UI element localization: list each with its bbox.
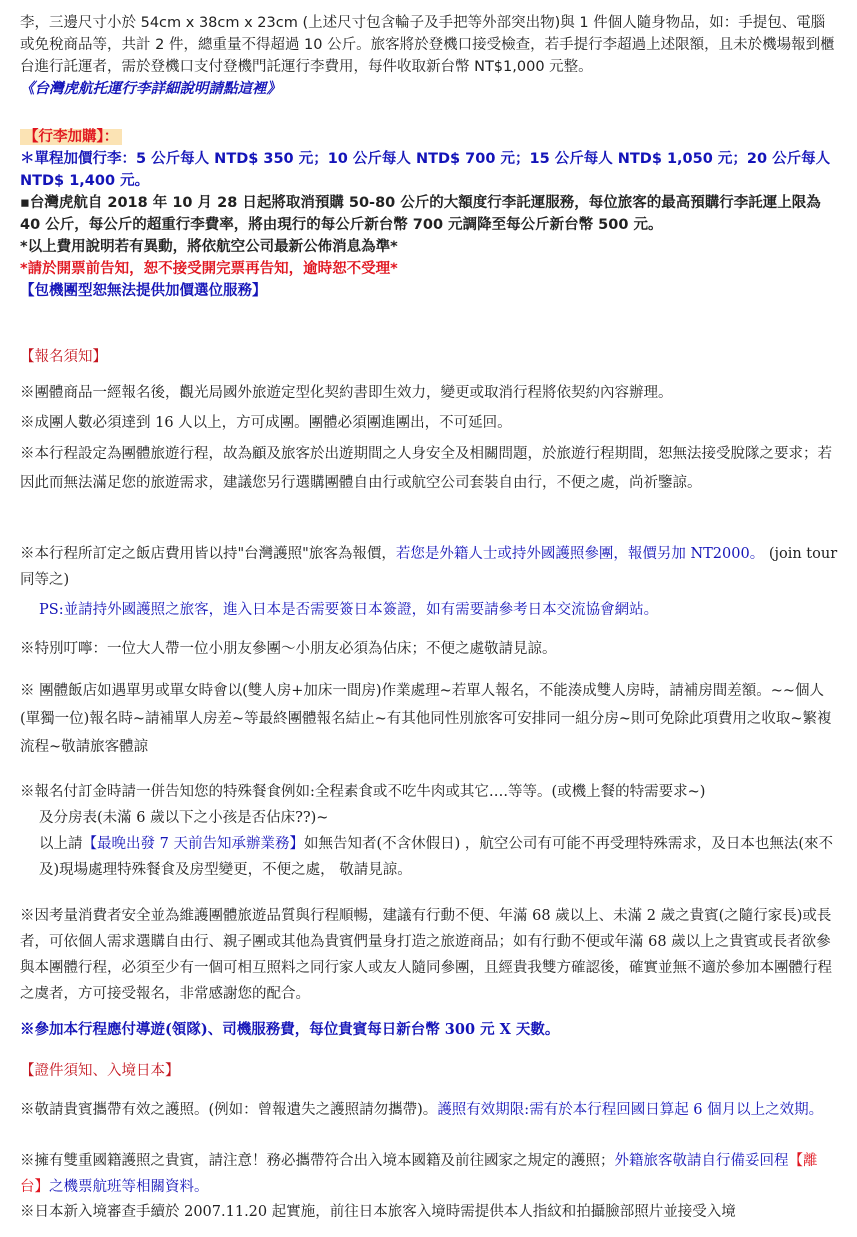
carry-on-luggage-paragraph [20, 12, 838, 100]
passport-price-text: ※本行程所訂定之飯店費用皆以持"台灣護照"旅客為報價， [20, 546, 396, 562]
passport-text: ※敬請貴賓攜帶有效之護照。(例如：曾報遺失之護照請勿攜帶)。 [20, 1102, 438, 1118]
luggage-purchase-section [20, 126, 838, 302]
notify-deadline: 【最晚出發 7 天前告知承辦業務】 [82, 836, 304, 852]
registration-item-contract [20, 380, 838, 406]
join-tour-note: (join tour 同等之) [20, 546, 838, 588]
dual-nationality-text: ※擁有雙重國籍護照之貴賓，請注意！務必攜帶符合出入境本國籍及前往國家之規定的護照； [20, 1153, 615, 1169]
service-fee-text: ※參加本行程應付導遊(領隊)、司機服務費，每位貴賓每日新台幣 300 元 X 天數。 [20, 1021, 560, 1038]
registration-item-text: ※因考量消費者安全並為維護團體旅遊品質與行程順暢，建議有行動不便、年滿 68 歲以上、未滿 2 歲之貴賓(之隨行家長)或長者，可依個人需求選購自由行、親子團或其他為貴賓們量身打造之旅遊商品；如有行動不便或年滿 68 歲以上之貴賓或長者欲參與本團體行程，必須至少有一個可相互照料之同行家人或友人隨同參團，且經貴我雙方確認後，確實並無不適於參加本團體行程之虞者，方可接受報名，非常感謝您的配合。 [20, 908, 832, 1002]
notify-consequence: 如無告知者(不含休假日) ，航空公司有可能不再受理特殊需求，及日本也無法(來不及)現場處理特殊餐食及房型變更，不便之處， 敬請見諒。 [39, 836, 834, 878]
registration-item-foreign-passport [20, 541, 838, 623]
registration-item-service-fee [20, 1017, 838, 1043]
immigration-text: ※日本新入境審查手續於 2007.11.20 起實施，前往日本旅客入境時需提供本人指紋和拍攝臉部照片並接受入境 [20, 1204, 736, 1220]
price-change-note: *以上費用說明若有異動，將依航空公司最新公佈消息為準* [20, 239, 398, 255]
registration-item-child [20, 636, 838, 662]
registration-title-text: 【報名須知】 [20, 349, 107, 365]
documents-item-immigration [20, 1199, 838, 1225]
registration-item-text: ※本行程設定為團體旅遊行程，故為顧及旅客於出遊期間之人身安全及相關問題，於旅遊行程期間，恕無法接受脫隊之要求；若因此而無法滿足您的旅遊需求，建議您另行選購團體自由行或航空公司套裝自由行，不便之處，尚祈鑒諒。 [20, 446, 832, 491]
documents-title [20, 1058, 838, 1084]
ticketing-warning: *請於開票前告知，恕不接受開完票再告知，逾時恕不受理* [20, 261, 398, 277]
registration-item-min-group [20, 410, 838, 436]
registration-item-text: ※特別叮嚀：一位大人帶一位小朋友參團～小朋友必須為佔床；不便之處敬請見諒。 [20, 641, 557, 657]
luggage-policy-notice: ▪台灣虎航自 2018 年 10 月 28 日起將取消預購 50-80 公斤的大額度行李託運服務，每位旅客的最高預購行李託運上限為 40 公斤，每公斤的超重行李費率，將由現行的每公斤新台幣 700 元調降至每公斤新台幣 500 元。 [20, 195, 821, 233]
registration-item-text: ※ 團體飯店如遇單男或單女時會以(雙人房+加床一間房)作業處理~若單人報名，不能湊成雙人房時，請補房間差額。~~個人(單獨一位)報名時~請補單人房差~等最終團體報名結止~有其他同性別旅客可安排同一組分房~則可免除此項費用之收取~繁複流程~敬請旅客體諒 [20, 683, 832, 755]
charter-seat-note: 【包機團型恕無法提供加價選位服務】 [20, 283, 267, 299]
registration-title [20, 344, 838, 370]
depart-taiwan-tag: 【離台】 [20, 1153, 818, 1195]
room-list-text: 及分房表(未滿 6 歲以下之小孩是否佔床??)~ [39, 810, 329, 826]
passport-validity: 護照有效期限:需有於本行程回國日算起 6 個月以上之效期。 [437, 1102, 824, 1118]
documents-item-passport [20, 1097, 838, 1123]
tigerair-luggage-link[interactable]: 《台灣虎航托運行李詳細說明請點這裡》 [20, 81, 281, 97]
special-meal-text: ※報名付訂金時請一併告知您的特殊餐食例如:全程素食或不吃牛肉或其它….等等。(或機上餐的特需要求~) [20, 784, 706, 800]
registration-item-elderly [20, 903, 838, 1007]
luggage-price-list: ＊單程加價行李：5 公斤每人 NTD$ 350 元；10 公斤每人 NTD$ 700 元；15 公斤每人 NTD$ 1,050 元；20 公斤每人 NTD$ 1,400 元。 [20, 151, 831, 189]
documents-item-dual-nationality [20, 1148, 838, 1200]
foreign-passport-surcharge: 若您是外籍人士或持外國護照參團，報價另加 NT2000。 [395, 546, 765, 562]
flight-info-text: 之機票航班等相關資料。 [49, 1179, 209, 1195]
registration-item-text: ※團體商品一經報名後，觀光局國外旅遊定型化契約書即生效力，變更或取消行程將依契約內容辦理。 [20, 385, 673, 401]
luggage-purchase-title: 【行李加購】： [20, 129, 122, 145]
foreign-return-text: 外籍旅客敬請自行備妥回程 [614, 1153, 789, 1169]
carry-on-rules-text: 李，三邊尺寸小於 54cm x 38cm x 23cm (上述尺寸包含輪子及手把等外部突出物)與 1 件個人隨身物品，如：手提包、電腦或免稅商品等，共計 2 件，總重量不得超過 10 公斤。旅客將於登機口接受檢查，若手提行李超過上述限額，且未於機場報到櫃台進行託運者，需於登機口支付登機門託運行李費用，每件收取新台幣 NT$1,000 元整。 [20, 15, 835, 75]
documents-title-text: 【證件須知、入境日本】 [20, 1063, 180, 1079]
visa-ps-note: PS:並請持外國護照之旅客，進入日本是否需要簽日本簽證，如有需要請參考日本交流協會網站。 [39, 602, 659, 618]
registration-item-no-leave-group [20, 440, 838, 498]
registration-item-special-meals [20, 779, 838, 883]
registration-item-room-sharing [20, 677, 838, 761]
notify-prefix: 以上請 [39, 836, 83, 852]
registration-item-text: ※成團人數必須達到 16 人以上，方可成團。團體必須團進團出，不可延回。 [20, 415, 512, 431]
